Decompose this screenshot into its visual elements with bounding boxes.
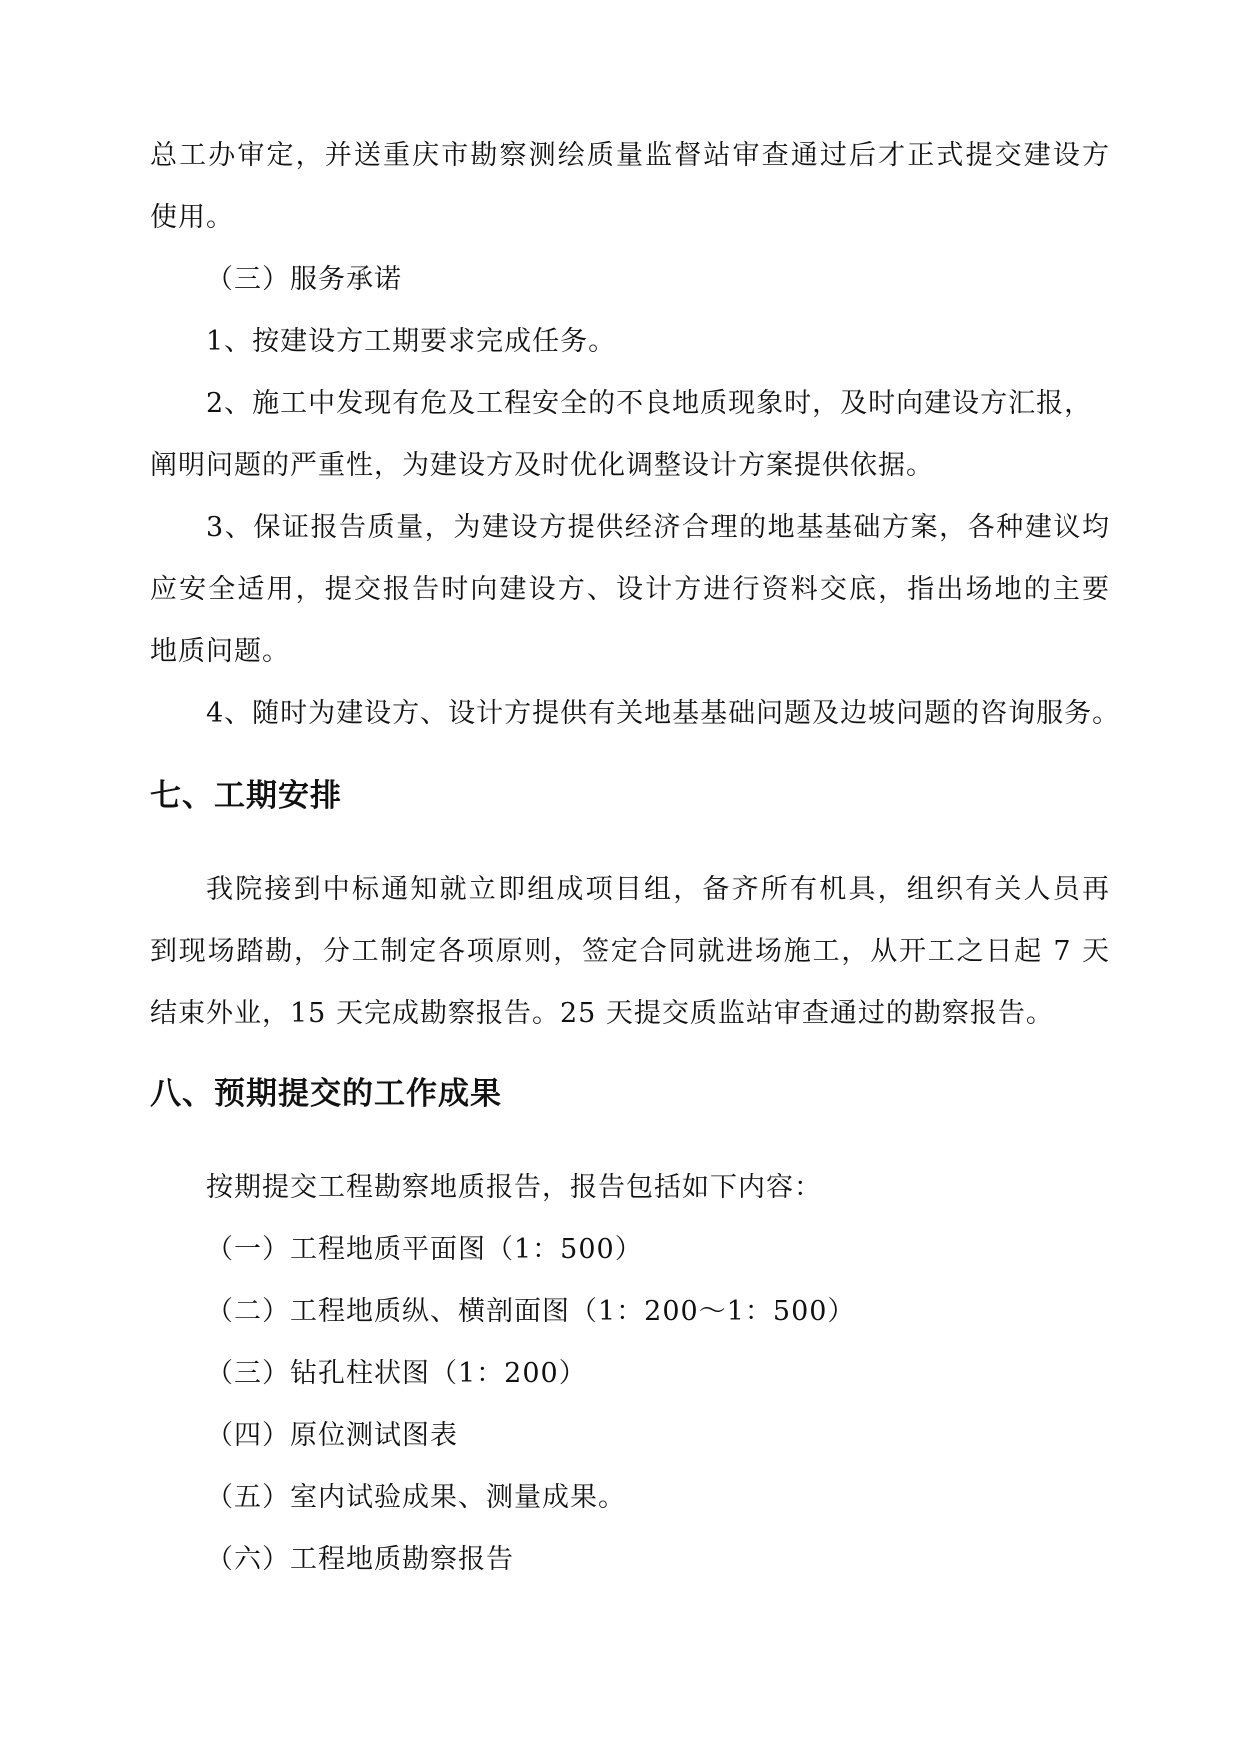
- paragraph-line: 按期提交工程勘察地质报告，报告包括如下内容：: [206, 1172, 822, 1203]
- paragraph-line: 地质问题。: [150, 636, 290, 667]
- paragraph-line: 阐明问题的严重性，为建设方及时优化调整设计方案提供依据。: [150, 450, 934, 481]
- commitment-item: 4、随时为建设方、设计方提供有关地基基础问题及边坡问题的咨询服务。: [206, 698, 1121, 729]
- section-heading: 八、预期提交的工作成果: [150, 1076, 502, 1112]
- list-item: （五）室内试验成果、测量成果。: [206, 1482, 626, 1513]
- section-heading: 七、工期安排: [150, 778, 342, 814]
- paragraph-line: 我院接到中标通知就立即组成项目组，备齐所有机具，组织有关人员再: [206, 874, 1110, 905]
- paragraph-line: 应安全适用，提交报告时向建设方、设计方进行资料交底，指出场地的主要: [150, 574, 1110, 605]
- list-item: （三）钻孔柱状图（1：200）: [206, 1358, 587, 1389]
- paragraph-line: 总工办审定，并送重庆市勘察测绘质量监督站审查通过后才正式提交建设方: [150, 140, 1110, 171]
- list-item: （二）工程地质纵、横剖面图（1：200～1：500）: [206, 1296, 856, 1327]
- list-item: （四）原位测试图表: [206, 1420, 458, 1451]
- commitment-item: 3、保证报告质量，为建设方提供经济合理的地基基础方案，各种建议均: [206, 512, 1110, 543]
- paragraph-line: 到现场踏勘，分工制定各项原则，签定合同就进场施工，从开工之日起 7 天: [150, 936, 1110, 967]
- paragraph-line: 使用。: [150, 202, 234, 233]
- commitment-item: 2、施工中发现有危及工程安全的不良地质现象时，及时向建设方汇报，: [206, 388, 1093, 419]
- list-item: （一）工程地质平面图（1：500）: [206, 1234, 643, 1265]
- commitment-item: 1、按建设方工期要求完成任务。: [206, 326, 617, 357]
- sub-heading: （三）服务承诺: [206, 264, 402, 295]
- list-item: （六）工程地质勘察报告: [206, 1544, 514, 1575]
- paragraph-line: 结束外业，15 天完成勘察报告。25 天提交质监站审查通过的勘察报告。: [150, 998, 1054, 1029]
